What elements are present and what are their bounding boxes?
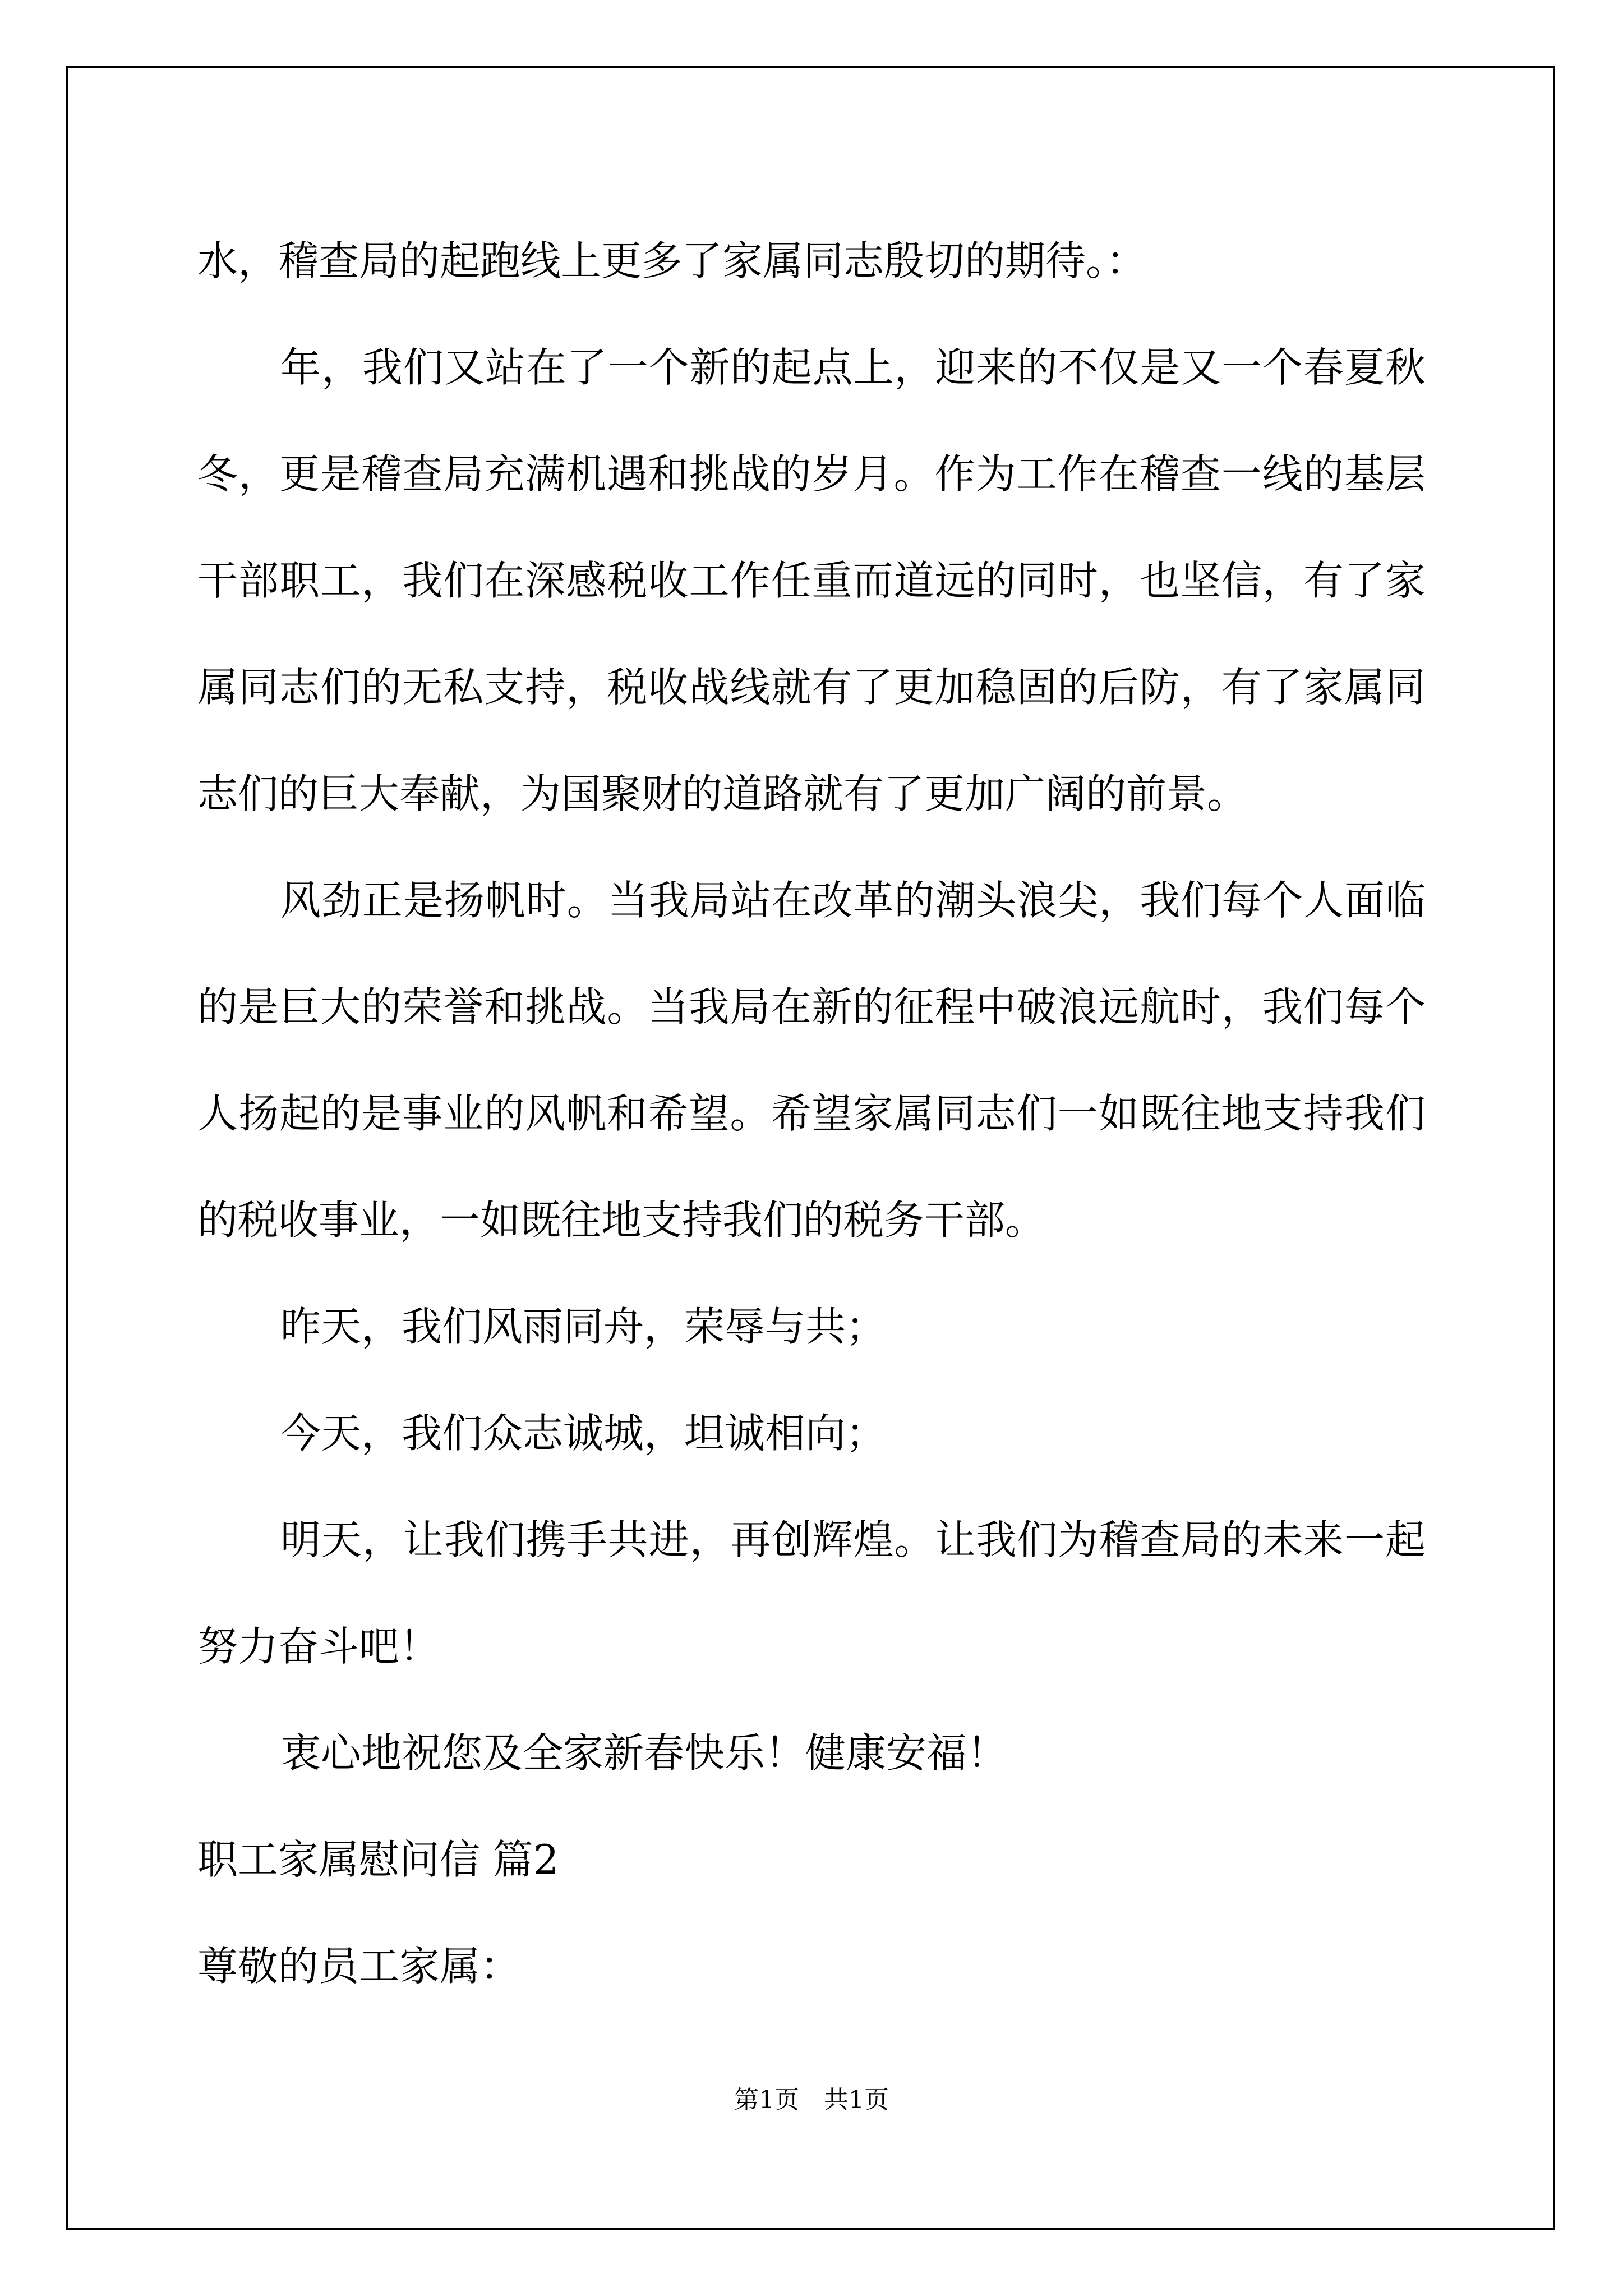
paragraph-continued: 水，稽查局的起跑线上更多了家属同志殷切的期待。： bbox=[197, 237, 1147, 284]
paragraph-today: 今天，我们众志诚城，坦诚相向； bbox=[280, 1410, 887, 1457]
paragraph-new-start: 年，我们又站在了一个新的起点上，迎来的不仅是又一个春夏秋冬，更是稽查局充满机遇和挑战的岁月。作为工作在稽查一线的基层干部职工，我们在深感税收工作任重而道远的同时，也坚信，有了家属同志们的无私支持，税收战线就有了更加稳固的后防，有了家属同志们的巨大奉献，为国聚财的道路就有了更加广阔的前景。 bbox=[197, 344, 1426, 817]
paragraph-set-sail: 风劲正是扬帆时。当我局站在改革的潮头浪尖，我们每个人面临的是巨大的荣誉和挑战。当我局在新的征程中破浪远航时，我们每个人扬起的是事业的风帆和希望。希望家属同志们一如既往地支持我们的税收事业，一如既往地支持我们的税务干部。 bbox=[197, 877, 1426, 1244]
paragraph-greeting: 衷心地祝您及全家新春快乐！健康安福！ bbox=[280, 1729, 1008, 1777]
document-body bbox=[197, 208, 1426, 2019]
salutation: 尊敬的员工家属： bbox=[197, 1943, 521, 1990]
paragraph-tomorrow: 明天，让我们携手共进，再创辉煌。让我们为稽查局的未来一起努力奋斗吧！ bbox=[197, 1516, 1426, 1670]
section-heading: 职工家属慰问信 篇2 bbox=[197, 1836, 559, 1883]
page-footer: 第1页 共1页 bbox=[734, 2086, 889, 2114]
paragraph-yesterday: 昨天，我们风雨同舟，荣辱与共； bbox=[280, 1303, 887, 1350]
